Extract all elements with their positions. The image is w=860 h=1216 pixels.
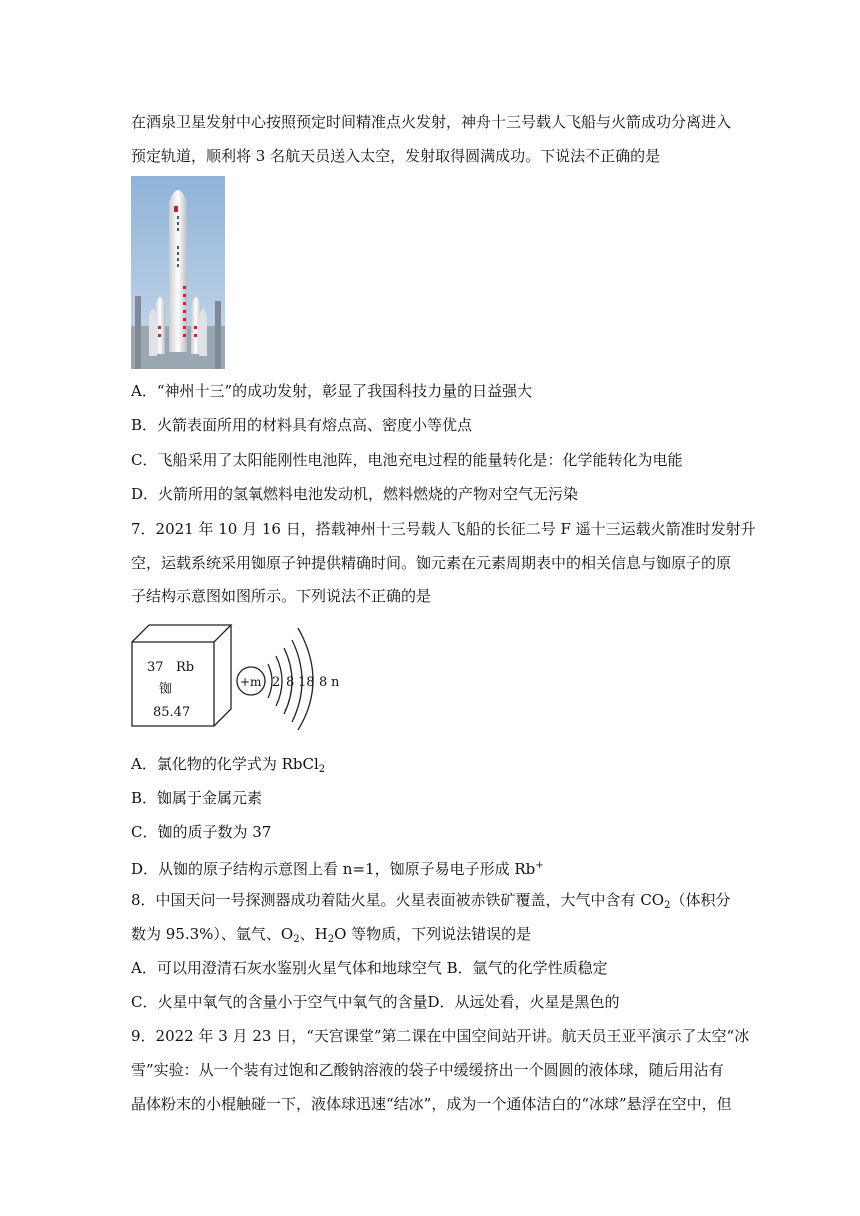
shell-3: 18: [298, 675, 315, 690]
q6-stem-line-1: 在酒泉卫星发射中心按照预定时间精准点火发射，神舟十三号载人飞船与火箭成功分离进入: [131, 113, 732, 131]
q7-stem-line-3: 子结构示意图如图所示。下列说法不正确的是: [131, 587, 432, 605]
q9-stem-line-3: 晶体粉末的小棍触碰一下，液体球迅速“结冰”，成为一个通体洁白的“冰球”悬浮在空中，但: [131, 1095, 732, 1113]
q6-option-d: D．火箭所用的氢氧燃料电池发动机，燃料燃烧的产物对空气无污染: [131, 485, 579, 503]
q7-option-c: C．铷的质子数为 37: [131, 823, 272, 841]
shell-1: 2: [272, 675, 281, 690]
q6-option-a: A．“神州十三”的成功发射，彰显了我国科技力量的日益强大: [131, 382, 533, 400]
q6-stem-line-2: 预定轨道，顺利将 3 名航天员送入太空，发射取得圆满成功。下说法不正确的是: [131, 147, 661, 165]
nucleus-charge: +m: [240, 675, 262, 689]
atomic-mass: 85.47: [153, 705, 191, 720]
q6-option-b: B．火箭表面所用的材料具有熔点高、密度小等优点: [131, 416, 473, 434]
shell-5: n: [331, 675, 340, 690]
q7-option-a: A．氯化物的化学式为 RbCl$_2$: [131, 755, 326, 775]
q8-stem-line-1: 8．中国天问一号探测器成功着陆火星。火星表面被赤铁矿覆盖，大气中含有 $CO_2$（体积分: [131, 891, 731, 911]
element-name: 铷: [159, 682, 173, 697]
q7-option-d: D．从铷的原子结构示意图上看 n=1，铷原子易电子形成 Rb+: [131, 860, 544, 878]
shell-2: 8: [286, 675, 295, 690]
q7-stem-line-2: 空，运载系统采用铷原子钟提供精确时间。铷元素在元素周期表中的相关信息与铷原子的原: [131, 554, 732, 572]
q9-stem-line-2: 雪”实验：从一个装有过饱和乙酸钠溶液的袋子中缓缓挤出一个圆圆的液体球，随后用沾有: [131, 1061, 724, 1079]
q9-stem-line-1: 9．2022 年 3 月 23 日，“天宫课堂”第二课在中国空间站开讲。航天员王亚平演示了太空“冰: [131, 1027, 750, 1045]
shell-4: 8: [319, 675, 328, 690]
q7-option-b: B．铷属于金属元素: [131, 789, 263, 807]
q8-options-ab: A．可以用澄清石灰水鉴别火星气体和地球空气 B．氩气的化学性质稳定: [131, 959, 608, 977]
rubidium-diagram: [131, 612, 346, 730]
atomic-number: 37: [147, 660, 164, 675]
element-symbol: Rb: [176, 660, 195, 675]
q6-option-c: C．飞船采用了太阳能刚性电池阵，电池充电过程的能量转化是：化学能转化为电能: [131, 451, 683, 469]
q8-stem-line-2: 数为 95.3%）、氩气、$O_2$、$H_2O$ 等物质，下列说法错误的是: [131, 925, 532, 945]
rocket-photo: [131, 176, 225, 369]
q7-stem-line-1: 7．2021 年 10 月 16 日，搭载神州十三号载人飞船的长征二号 F 遥十三运载火箭准时发射升: [131, 520, 756, 538]
q8-options-cd: C．火星中氧气的含量小于空气中氧气的含量D．从远处看，火星是黑色的: [131, 993, 620, 1011]
